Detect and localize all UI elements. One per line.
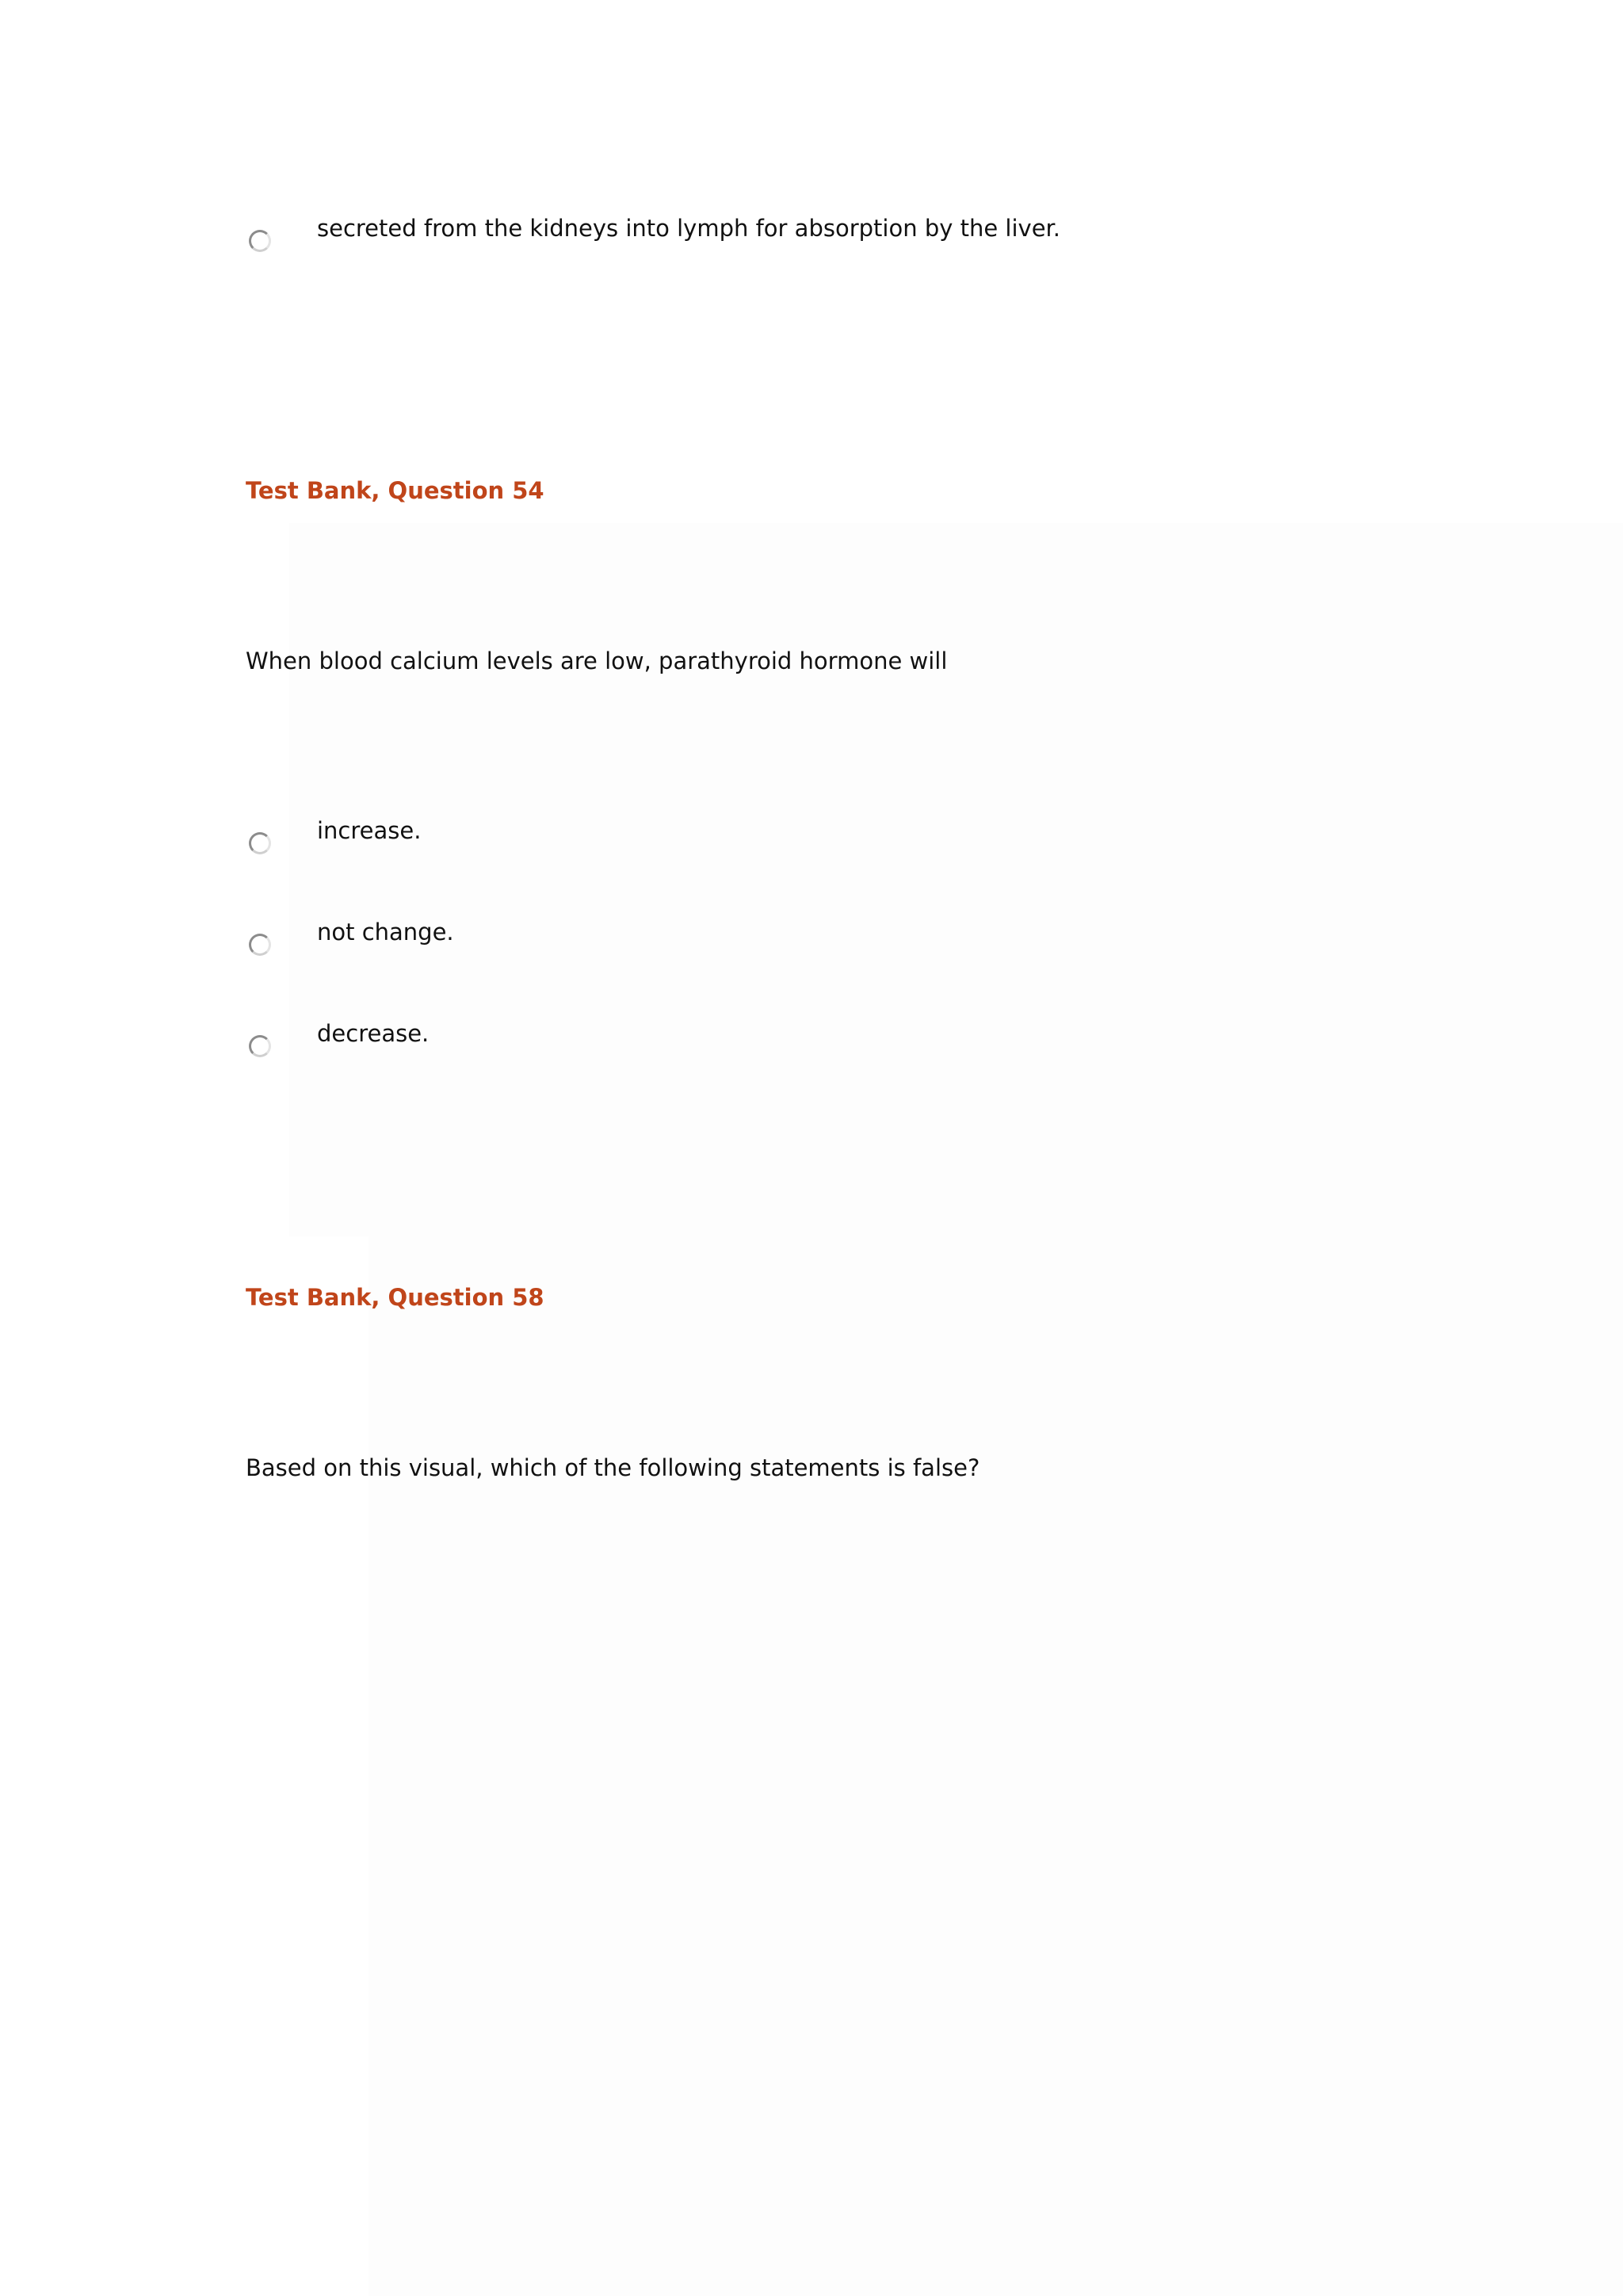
question-54-heading: Test Bank, Question 54 bbox=[246, 477, 544, 504]
option-label: decrease. bbox=[317, 1020, 430, 1047]
question-54-option-2[interactable] bbox=[246, 918, 1355, 965]
option-label: not change. bbox=[317, 919, 454, 946]
radio-button[interactable] bbox=[249, 934, 271, 956]
radio-button[interactable] bbox=[249, 230, 271, 252]
question-58-stem: Based on this visual, which of the following statements is false? bbox=[246, 1454, 980, 1481]
question-54-option-1[interactable] bbox=[246, 816, 1355, 864]
image-area-shade bbox=[369, 1236, 1623, 2296]
option-label: secreted from the kidneys into lymph for absorption by the liver. bbox=[317, 215, 1061, 242]
radio-button[interactable] bbox=[249, 1035, 271, 1057]
option-label: increase. bbox=[317, 817, 422, 844]
question-54-stem: When blood calcium levels are low, parathyroid hormone will bbox=[246, 648, 948, 674]
content-panel-shade bbox=[289, 523, 1623, 1236]
radio-button[interactable] bbox=[249, 832, 271, 854]
prev-question-option-1[interactable] bbox=[246, 214, 1355, 262]
question-58-heading: Test Bank, Question 58 bbox=[246, 1284, 544, 1311]
question-54-option-3[interactable] bbox=[246, 1019, 1355, 1067]
